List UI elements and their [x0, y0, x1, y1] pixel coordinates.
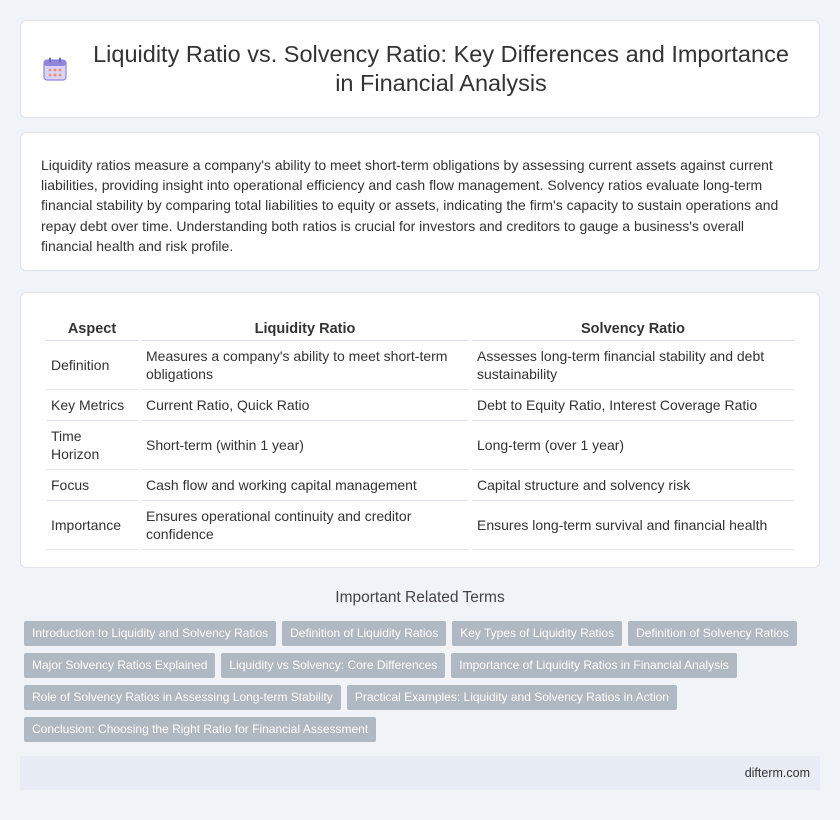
comparison-table [43, 311, 797, 550]
related-term-tag[interactable]: Major Solvency Ratios Explained [24, 653, 215, 678]
header-solvency: Solvency Ratio [472, 311, 794, 341]
table-row [46, 341, 794, 390]
row-liquidity: Short-term (within 1 year) [141, 421, 469, 470]
related-term-tag[interactable]: Introduction to Liquidity and Solvency Ratios [24, 621, 276, 646]
row-liquidity: Current Ratio, Quick Ratio [141, 390, 469, 421]
related-term-tag[interactable]: Conclusion: Choosing the Right Ratio for Financial Assessment [24, 717, 376, 742]
table-row [46, 501, 794, 550]
header-aspect: Aspect [46, 311, 138, 341]
row-solvency: Assesses long-term financial stability and debt sustainability [472, 341, 794, 390]
related-term-tag[interactable]: Definition of Liquidity Ratios [282, 621, 446, 646]
related-term-tag[interactable]: Liquidity vs Solvency: Core Differences [221, 653, 445, 678]
row-aspect: Importance [46, 501, 138, 550]
related-terms-title: Important Related Terms [335, 589, 505, 606]
related-term-tag[interactable]: Definition of Solvency Ratios [628, 621, 797, 646]
table-row [46, 470, 794, 501]
comparison-table-card [20, 292, 820, 568]
intro-paragraph: Liquidity ratios measure a company's ability to meet short-term obligations by assessing current assets against current liabilities, providing insight into operational efficiency and cash flow management. Solvency ratios evaluate long-term financial stability by comparing total liabilities to equity or assets, indicating the firm's capacity to sustain operations and repay debt over time. Understanding both ratios is crucial for investors and creditors to gauge a business's overall financial health and risk profile. [41, 157, 779, 254]
related-term-tag[interactable]: Importance of Liquidity Ratios in Financial Analysis [451, 653, 736, 678]
related-term-tag[interactable]: Practical Examples: Liquidity and Solvency Ratios in Action [347, 685, 677, 710]
row-aspect: Key Metrics [46, 390, 138, 421]
row-liquidity: Measures a company's ability to meet short-term obligations [141, 341, 469, 390]
row-solvency: Debt to Equity Ratio, Interest Coverage Ratio [472, 390, 794, 421]
row-solvency: Ensures long-term survival and financial health [472, 501, 794, 550]
footer [20, 756, 820, 790]
page-title: Liquidity Ratio vs. Solvency Ratio: Key Differences and Importance in Financial Analysis [93, 41, 789, 96]
calendar-icon [41, 55, 69, 83]
related-terms-list [24, 621, 824, 749]
row-aspect: Definition [46, 341, 138, 390]
intro-card [20, 132, 820, 271]
footer-site-link[interactable]: difterm.com [744, 766, 810, 780]
title-card [20, 20, 820, 118]
related-term-tag[interactable]: Key Types of Liquidity Ratios [452, 621, 622, 646]
row-liquidity: Ensures operational continuity and creditor confidence [141, 501, 469, 550]
table-header-row [46, 311, 794, 341]
row-solvency: Long-term (over 1 year) [472, 421, 794, 470]
row-aspect: Time Horizon [46, 421, 138, 470]
row-solvency: Capital structure and solvency risk [472, 470, 794, 501]
table-row [46, 390, 794, 421]
row-aspect: Focus [46, 470, 138, 501]
header-liquidity: Liquidity Ratio [141, 311, 469, 341]
row-liquidity: Cash flow and working capital management [141, 470, 469, 501]
table-row [46, 421, 794, 470]
related-term-tag[interactable]: Role of Solvency Ratios in Assessing Long-term Stability [24, 685, 341, 710]
